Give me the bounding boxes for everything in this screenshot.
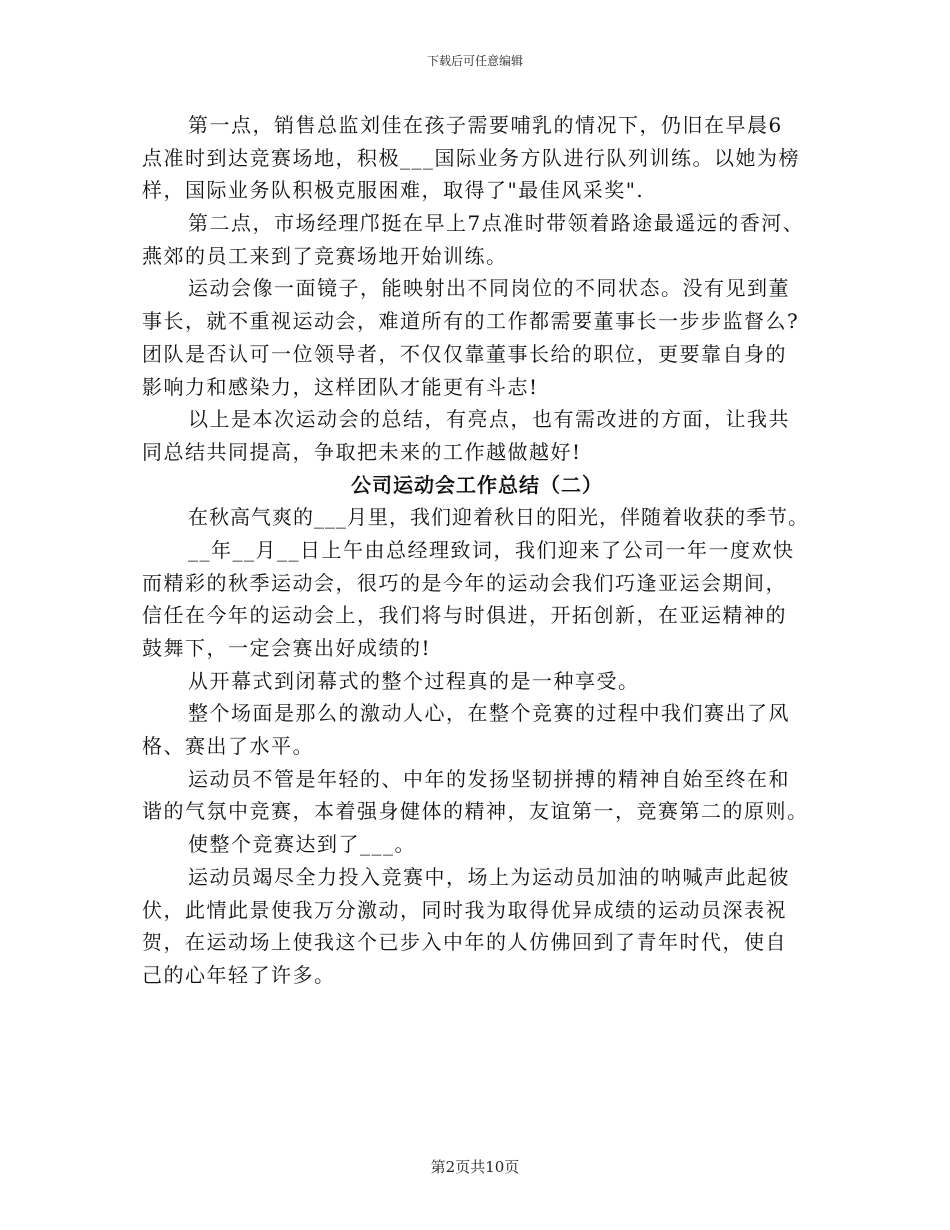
paragraph-line: 格、赛出了水平。 (142, 734, 314, 759)
paragraph-line: 燕郊的员工来到了竞赛场地开始训练。 (142, 243, 508, 268)
paragraph-line: 运动员竭尽全力投入竞赛中，场上为运动员加油的呐喊声此起彼 (188, 864, 790, 889)
paragraph-line: 从开幕式到闭幕式的整个过程真的是一种享受。 (188, 668, 640, 693)
paragraph-line: 运动员不管是年轻的、中年的发扬坚韧拼搏的精神自始至终在和 (188, 766, 790, 791)
paragraph-line: 而精彩的秋季运动会，很巧的是今年的运动会我们巧逢亚运会期间， (142, 570, 787, 595)
paragraph-line: 整个场面是那么的激动人心，在整个竞赛的过程中我们赛出了风 (188, 701, 790, 726)
paragraph-line: 影响力和感染力，这样团队才能更有斗志! (142, 374, 539, 399)
page-footer: 第2页共10页 (430, 1158, 520, 1176)
paragraph-line: 谐的气氛中竞赛，本着强身健体的精神，友谊第一，竞赛第二的原则。 (142, 799, 809, 824)
paragraph-line: 己的心年轻了许多。 (142, 962, 336, 987)
paragraph-line: 以上是本次运动会的总结，有亮点，也有需改进的方面，让我共 (188, 407, 790, 432)
paragraph-line: 点准时到达竞赛场地，积极___国际业务方队进行队列训练。以她为榜 (142, 145, 800, 170)
paragraph-line: 伏，此情此景使我万分激动，同时我为取得优异成绩的运动员深表祝 (142, 897, 787, 922)
page-header: 下载后可任意编辑 (426, 54, 523, 68)
paragraph-line: 团队是否认可一位领导者，不仅仅靠董事长给的职位，更要靠自身的 (142, 341, 787, 366)
paragraph-line: 同总结共同提高，争取把未来的工作越做越好! (142, 439, 582, 464)
paragraph-line: 在秋高气爽的___月里，我们迎着秋日的阳光，伴随着收获的季节。 (188, 505, 809, 530)
paragraph-line: 样，国际业务队积极克服困难，取得了"最佳风采奖". (142, 178, 645, 203)
paragraph-line: 鼓舞下，一定会赛出好成绩的! (142, 636, 432, 660)
section-heading: 公司运动会工作总结（二） (351, 472, 603, 497)
paragraph-line: 信任在今年的运动会上，我们将与时俱进，开拓创新，在亚运精神的 (142, 603, 787, 628)
paragraph-line: __年__月__日上午由总经理致词，我们迎来了公司一年一度欢快 (188, 537, 795, 562)
paragraph-line: 事长，就不重视运动会，难道所有的工作都需要董事长一步步监督么? (142, 309, 800, 334)
paragraph-line: 使整个竞赛达到了___。 (188, 832, 416, 857)
paragraph-line: 贺，在运动场上使我这个已步入中年的人仿佛回到了青年时代，使自 (142, 930, 787, 955)
document-body (142, 109, 812, 992)
paragraph-line: 运动会像一面镜子，能映射出不同岗位的不同状态。没有见到董 (188, 276, 790, 301)
paragraph-line: 第一点，销售总监刘佳在孩子需要哺乳的情况下，仍旧在早晨6 (188, 113, 783, 137)
paragraph-line: 第二点，市场经理邝挺在早上7点准时带领着路途最遥远的香河、 (188, 211, 805, 236)
